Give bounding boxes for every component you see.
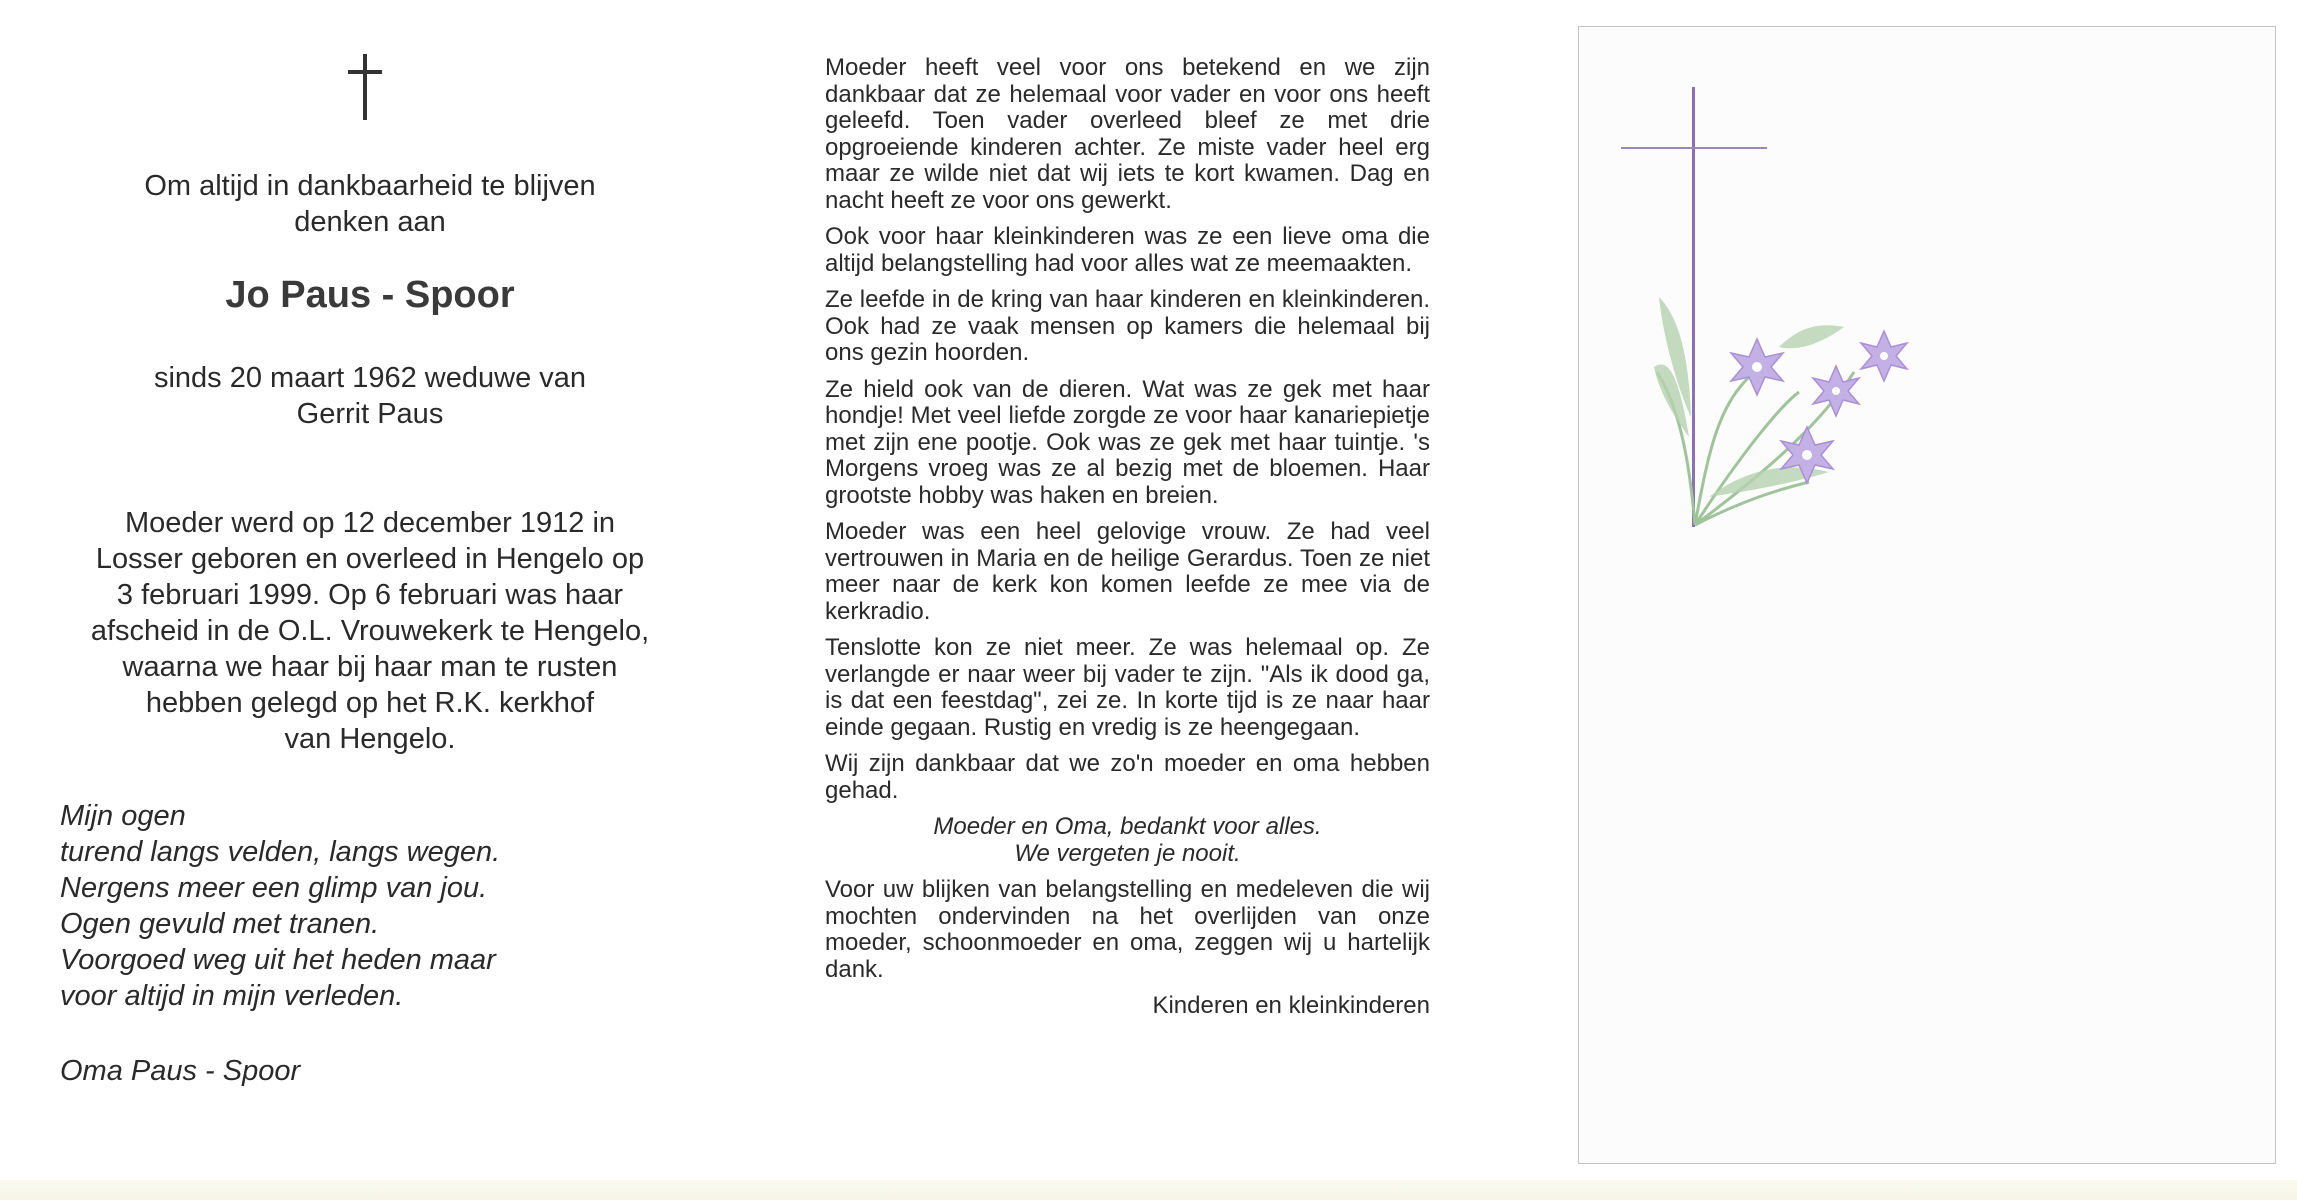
flowers-icon bbox=[1649, 297, 1929, 537]
paragraph: Wij zijn dankbaar dat we zo'n moeder en oma hebben gehad. bbox=[825, 750, 1430, 804]
intro-line: Om altijd in dankbaarheid te blijven bbox=[144, 170, 596, 202]
cross-bar bbox=[1621, 147, 1767, 149]
widow-line: sinds 20 maart 1962 weduwe van bbox=[153, 362, 587, 394]
poem-line: Ogen gevuld met tranen. bbox=[60, 908, 380, 940]
poem-line: voor altijd in mijn verleden. bbox=[60, 980, 404, 1012]
bio-line: Moeder werd op 12 december 1912 in bbox=[124, 507, 616, 539]
paragraph: Tenslotte kon ze niet meer. Ze was helemaal op. Ze verlangde er naar weer bij vader te zijn. "Als ik dood ga, is dat een feestdag", zei ze. In korte tijd is ze naar haar einde gegaan. Rustig en vredig is ze heengegaan. bbox=[825, 634, 1430, 741]
card-front bbox=[1578, 26, 2276, 1164]
poem-line: turend langs velden, langs wegen. bbox=[60, 836, 501, 868]
poem bbox=[60, 798, 680, 1014]
poem-line: Voorgoed weg uit het heden maar bbox=[60, 944, 496, 976]
intro-text bbox=[40, 168, 700, 240]
cross-icon bbox=[348, 54, 382, 120]
poem-line: Nergens meer een glimp van jou. bbox=[60, 872, 488, 904]
sign-off: Kinderen en kleinkinderen bbox=[1152, 992, 1430, 1019]
paragraph: Moeder was een heel gelovige vrouw. Ze had veel vertrouwen in Maria en de heilige Gerardus. Toen ze niet meer naar de kerk kon komen leefde ze mee via de kerkradio. bbox=[825, 518, 1430, 625]
middle-panel bbox=[800, 0, 1500, 1180]
poem-line: Mijn ogen bbox=[60, 800, 186, 832]
widow-text bbox=[40, 360, 700, 432]
paragraph: Ze leefde in de kring van haar kinderen en kleinkinderen. Ook had ze vaak mensen op kamers die helemaal bij ons gezin hoorden. bbox=[825, 286, 1430, 366]
poem-signature: Oma Paus - Spoor bbox=[60, 1055, 301, 1087]
closing-line: We vergeten je nooit. bbox=[1014, 839, 1241, 867]
paragraph: Ze hield ook van de dieren. Wat was ze gek met haar hondje! Met veel liefde zorgde ze voor haar kanariepietje met zijn ene pootje. Ook was ze gek met haar tuintje. 's Morgens vroeg was ze al bezig met de bloemen. Haar grootste hobby was haken en breien. bbox=[825, 375, 1430, 509]
bio-line: waarna we haar bij haar man te rusten bbox=[122, 651, 618, 683]
paragraph: Ook voor haar kleinkinderen was ze een lieve oma die altijd belangstelling had voor alles wat ze meemaakten. bbox=[825, 223, 1430, 277]
biography bbox=[40, 505, 700, 757]
closing-line: Moeder en Oma, bedankt voor alles. bbox=[933, 813, 1322, 840]
thanks-paragraph: Voor uw blijken van belangstelling en medeleven die wij mochten ondervinden na het overlijden van onze moeder, schoonmoeder en oma, zeggen wij u hartelijk dank. bbox=[825, 876, 1430, 983]
deceased-name: Jo Paus - Spoor bbox=[225, 274, 515, 316]
closing-italic bbox=[825, 814, 1430, 867]
left-panel bbox=[0, 0, 740, 1180]
bio-line: Losser geboren en overleed in Hengelo op bbox=[95, 543, 645, 575]
bio-line: van Hengelo. bbox=[284, 723, 456, 755]
bio-line: hebben gelegd op het R.K. kerkhof bbox=[145, 687, 595, 719]
intro-line: denken aan bbox=[294, 206, 446, 238]
paper-edge bbox=[0, 1180, 2297, 1200]
widow-line: Gerrit Paus bbox=[296, 398, 444, 430]
paragraph: Moeder heeft veel voor ons betekend en we zijn dankbaar dat ze helemaal voor vader en voor ons heeft geleefd. Toen vader overleed bleef ze met drie opgroeiende kinderen achter. Ze miste vader heel erg maar ze wilde niet dat wij iets te kort kwamen. Dag en nacht heeft ze voor ons gewerkt. bbox=[825, 54, 1430, 214]
right-panel bbox=[1570, 0, 2280, 1180]
bio-line: 3 februari 1999. Op 6 februari was haar bbox=[116, 579, 624, 611]
bio-line: afscheid in de O.L. Vrouwekerk te Hengelo, bbox=[90, 615, 650, 647]
memorial-text bbox=[825, 55, 1430, 1030]
